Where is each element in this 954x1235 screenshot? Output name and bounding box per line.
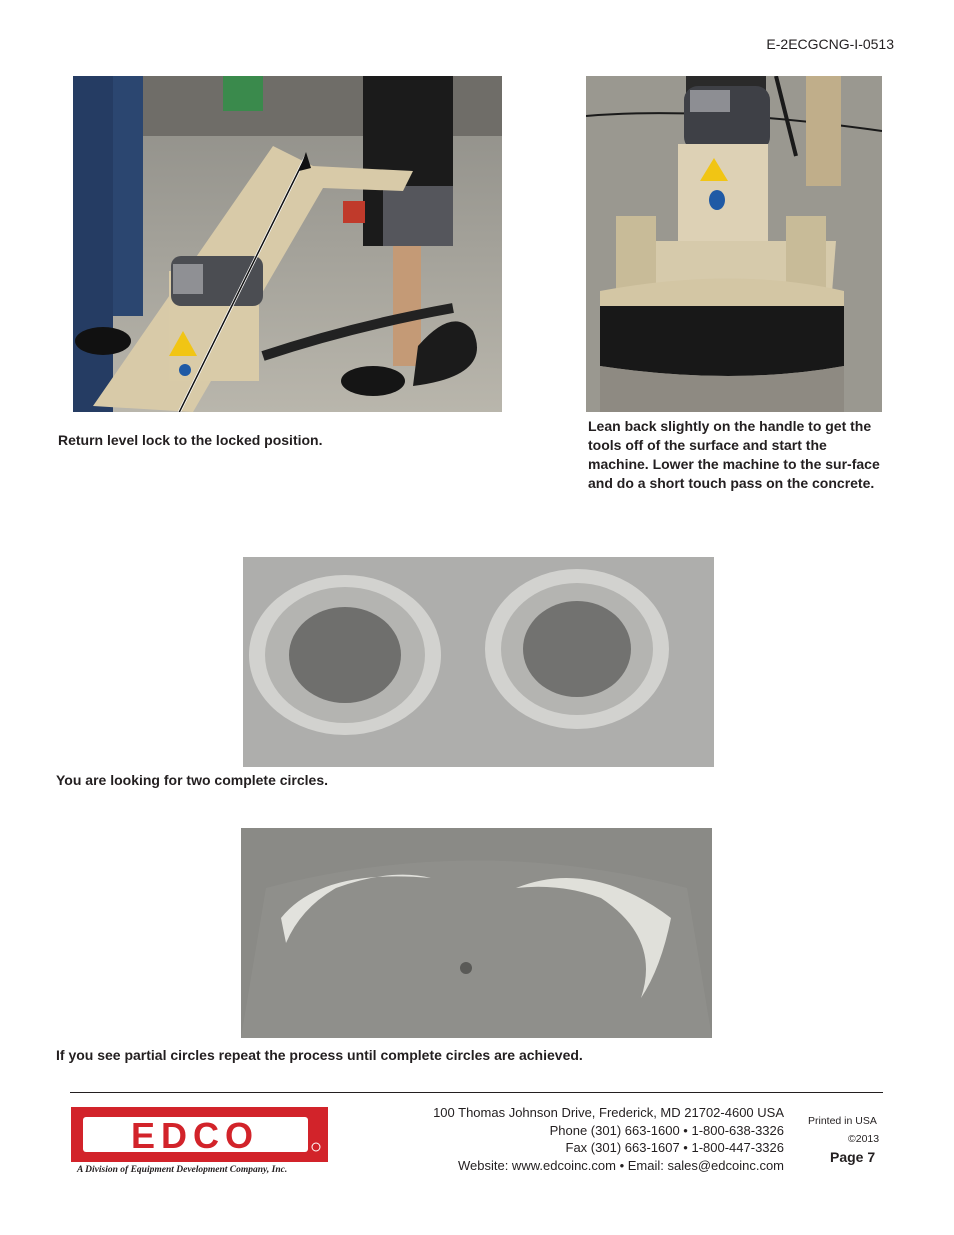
footer-phone: Phone (301) 663-1600 • 1-800-638-3326 <box>549 1122 784 1138</box>
photo-level-lock <box>73 76 502 412</box>
partial-circles-photo-illustration <box>241 828 712 1038</box>
footer-fax: Fax (301) 663-1607 • 1-800-447-3326 <box>565 1140 784 1155</box>
lean-back-photo-illustration <box>586 76 882 412</box>
edco-logo[interactable] <box>71 1107 328 1179</box>
printed-in: Printed in USA <box>808 1115 877 1127</box>
edco-logo-badge <box>71 1107 328 1162</box>
page-number: Page 7 <box>830 1149 876 1165</box>
caption-level-lock: Return level lock to the locked position. <box>58 432 323 448</box>
caption-partial-circles: If you see partial circles repeat the process until complete circles are achieved. <box>56 1047 583 1063</box>
photo-lean-back <box>586 76 882 412</box>
document-id: E-2ECGCNG-I-0513 <box>766 36 894 52</box>
footer-web-email[interactable]: Website: www.edcoinc.com • Email: sales@edcoinc.com <box>457 1157 784 1173</box>
photo-complete-circles <box>243 557 714 767</box>
level-lock-photo-illustration <box>73 76 502 412</box>
caption-complete-circles: You are looking for two complete circles. <box>56 772 329 788</box>
caption-lean-back: Lean back slightly on the handle to get the tools off of the surface and start the machine. Lower the machine to the sur-face and do a short touch pass on the concrete. <box>588 418 880 491</box>
footer-address: 100 Thomas Johnson Drive, Frederick, MD 21702-4600 USA <box>433 1105 784 1120</box>
edco-logo-text: EDCO <box>130 1115 260 1156</box>
complete-circles-photo-illustration <box>243 557 714 767</box>
edco-logo-mark <box>71 1107 328 1162</box>
copyright: ©2013 <box>848 1133 880 1145</box>
footer-contact <box>433 1104 784 1174</box>
footer-divider <box>70 1092 883 1093</box>
photo-partial-circles <box>241 828 712 1038</box>
logo-tagline: A Division of Equipment Development Company, Inc. <box>77 1165 288 1175</box>
